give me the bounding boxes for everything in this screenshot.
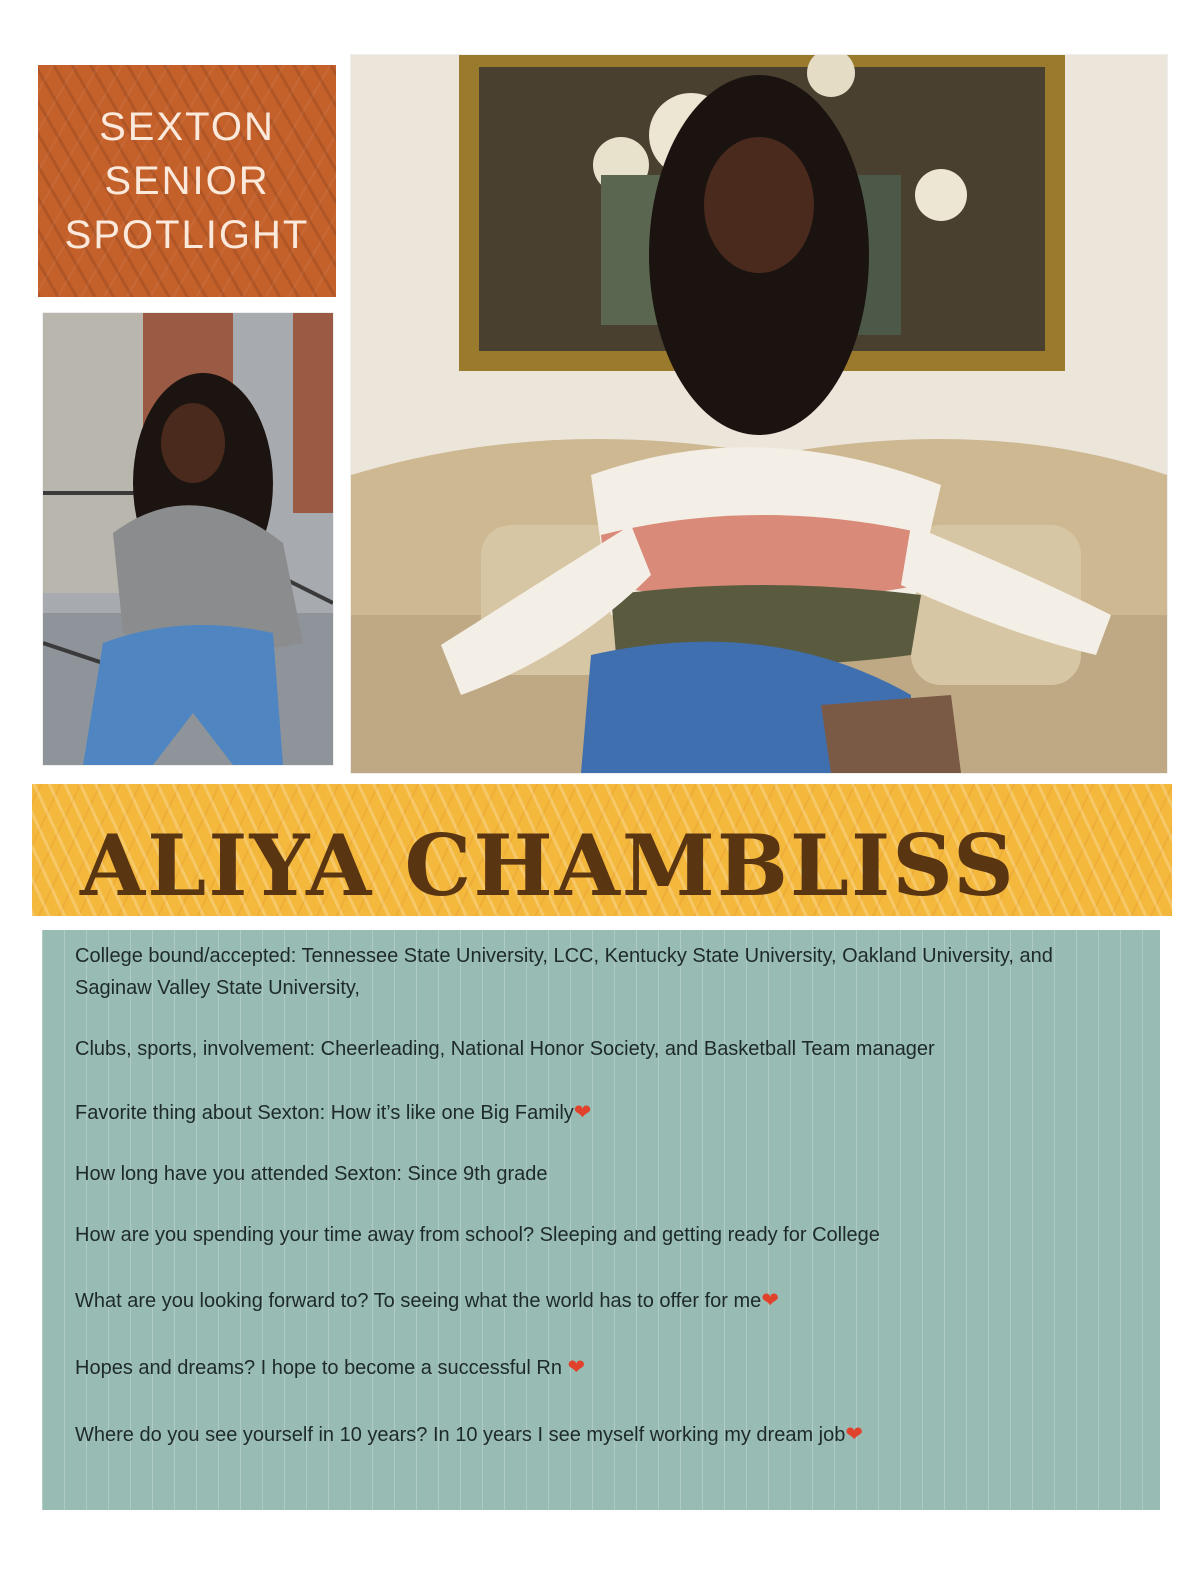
qa-item-clubs bbox=[75, 1033, 1115, 1065]
heart-icon: ❤ bbox=[573, 1101, 592, 1124]
qa-text: Where do you see yourself in 10 years? In 10 years I see myself working my dream job bbox=[75, 1424, 846, 1446]
badge-line-2: SENIOR bbox=[104, 159, 270, 203]
heart-icon: ❤ bbox=[567, 1356, 586, 1379]
student-name: ALIYA CHAMBLISS bbox=[80, 816, 1016, 915]
spotlight-badge bbox=[38, 65, 336, 297]
qa-item-looking-forward bbox=[75, 1285, 1115, 1317]
badge-line-3: SPOTLIGHT bbox=[64, 213, 310, 257]
qa-text: Hopes and dreams? I hope to become a successful Rn bbox=[75, 1357, 568, 1379]
qa-text: College bound/accepted: Tennessee State University, LCC, Kentucky State University, Oakland University, and Saginaw Valley State University, bbox=[75, 945, 1053, 999]
badge-line-1: SEXTON bbox=[99, 105, 275, 149]
qa-text: Favorite thing about Sexton: How it’s like one Big Family bbox=[75, 1102, 574, 1124]
qa-item-favorite bbox=[75, 1097, 1115, 1129]
qa-item-time-away bbox=[75, 1219, 1115, 1251]
qa-item-college bbox=[75, 941, 1115, 1004]
qa-item-attended bbox=[75, 1158, 1115, 1190]
qa-text: What are you looking forward to? To seeing what the world has to offer for me bbox=[75, 1290, 762, 1312]
heart-icon: ❤ bbox=[761, 1289, 779, 1312]
qa-item-ten-years bbox=[75, 1419, 1115, 1451]
qa-text: How are you spending your time away from school? Sleeping and getting ready for College bbox=[75, 1224, 880, 1246]
qa-text: Clubs, sports, involvement: Cheerleading, National Honor Society, and Basketball Team manager bbox=[75, 1038, 935, 1060]
heart-icon: ❤ bbox=[845, 1423, 863, 1446]
couch-photo-illustration bbox=[351, 55, 1167, 773]
student-photo-couch bbox=[350, 54, 1168, 774]
qa-text: How long have you attended Sexton: Since 9th grade bbox=[75, 1163, 548, 1185]
student-photo-outdoor bbox=[42, 312, 334, 766]
outdoor-photo-illustration bbox=[43, 313, 333, 765]
qa-item-hopes bbox=[75, 1352, 1115, 1384]
